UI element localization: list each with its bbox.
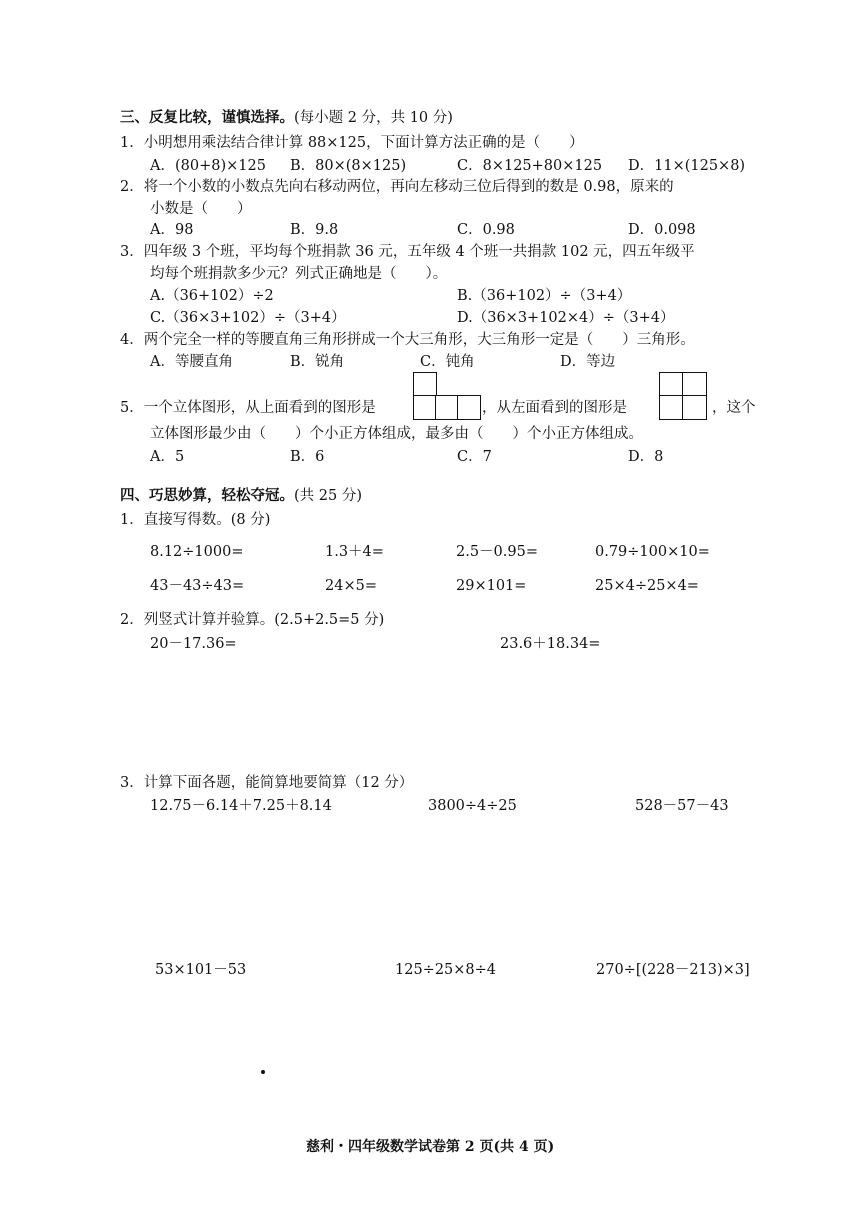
p1-title: 1．直接写得数。(8 分)	[120, 512, 271, 528]
p1-row1-item: 1.3＋4=	[325, 544, 384, 560]
section3-note: (每小题 2 分，共 10 分)	[294, 110, 453, 126]
p2-item: 23.6＋18.34=	[500, 636, 601, 652]
q1-option-c: C．8×125+80×125	[457, 158, 603, 174]
q5-left-view-cell	[682, 372, 707, 397]
q4-option-d: D．等边	[560, 354, 616, 370]
p1-row2-item: 43－43÷43=	[150, 578, 245, 594]
p2-item: 20－17.36=	[150, 636, 237, 652]
q5-option-c: C．7	[457, 449, 492, 465]
page-footer: 慈利・四年级数学试卷第 2 页(共 4 页)	[306, 1139, 555, 1155]
p2-title: 2．列竖式计算并验算。(2.5+2.5=5 分)	[120, 612, 385, 628]
q3-option-b: B.（36+102）÷（3+4）	[457, 288, 632, 304]
section4-note: (共 25 分)	[294, 488, 362, 504]
section3-heading	[120, 108, 453, 128]
q5-top-view-cell	[435, 395, 459, 420]
q3-stem-line1: 3．四年级 3 个班，平均每个班捐款 36 元，五年级 4 个班一共捐款 102 元，四五年级平	[120, 244, 695, 260]
p1-row1-item: 0.79÷100×10=	[595, 544, 710, 560]
ink-speck	[261, 1070, 265, 1074]
q5-left-view-cell	[682, 395, 707, 420]
p3-row2-item: 270÷[(228－213)×3]	[596, 962, 750, 978]
p3-row1-item: 3800÷4÷25	[428, 798, 517, 814]
q5-left-view-cell	[659, 395, 684, 420]
q3-stem-line2: 均每个班捐款多少元？列式正确地是（ ）。	[150, 266, 448, 282]
q3-option-d: D.（36×3+102×4）÷（3+4）	[457, 310, 675, 326]
p1-row2-item: 25×4÷25×4=	[595, 578, 699, 594]
p1-row2-item: 29×101=	[456, 578, 527, 594]
section3-title: 三、反复比较，谨慎选择。	[120, 109, 294, 126]
q5-option-d: D．8	[628, 449, 664, 465]
q3-option-a: A.（36+102）÷2	[150, 288, 274, 304]
section4-title: 四、巧思妙算，轻松夺冠。	[120, 487, 294, 504]
q3-option-c: C.（36×3+102）÷（3+4）	[150, 310, 346, 326]
p3-row1-item: 12.75－6.14＋7.25＋8.14	[150, 798, 332, 814]
q2-option-a: A．98	[150, 222, 194, 238]
q2-option-c: C．0.98	[457, 222, 515, 238]
p3-title: 3．计算下面各题，能简算地要简算（12 分）	[120, 775, 414, 791]
p1-row1-item: 2.5－0.95=	[456, 544, 538, 560]
section4-heading	[120, 486, 362, 506]
q5-option-b: B．6	[290, 449, 325, 465]
q5-option-a: A．5	[150, 449, 185, 465]
q1-option-a: A．(80+8)×125	[150, 158, 266, 174]
q1-stem: 1．小明想用乘法结合律计算 88×125，下面计算方法正确的是（ ）	[120, 135, 584, 151]
q5-stem-part3: ，这个	[712, 400, 756, 416]
p1-row1-item: 8.12÷1000=	[150, 544, 244, 560]
q4-option-a: A．等腰直角	[150, 354, 233, 370]
q1-option-d: D．11×(125×8)	[628, 158, 746, 174]
q2-stem-line2: 小数是（ ）	[150, 201, 252, 217]
q5-top-view-cell	[457, 395, 481, 420]
p3-row1-item: 528－57－43	[635, 798, 729, 814]
q4-stem: 4．两个完全一样的等腰直角三角形拼成一个大三角形，大三角形一定是（ ）三角形。	[120, 332, 695, 348]
q5-top-view-cell	[413, 372, 437, 397]
q2-option-d: D．0.098	[628, 222, 696, 238]
q5-top-view-figure	[413, 372, 483, 420]
q5-left-view-cell	[659, 372, 684, 397]
q4-option-b: B．锐角	[290, 354, 345, 370]
q2-stem-line1: 2．将一个小数的小数点先向右移动两位，再向左移动三位后得到的数是 0.98，原来的	[120, 179, 674, 195]
p3-row2-item: 125÷25×8÷4	[395, 962, 497, 978]
q1-option-b: B．80×(8×125)	[290, 158, 407, 174]
q5-top-view-cell	[413, 395, 437, 420]
q5-stem-line2: 立体图形最少由（ ）个小正方体组成，最多由（ ）个小正方体组成。	[150, 426, 643, 442]
q4-option-c: C．钝角	[420, 354, 475, 370]
q5-stem-part2: ，从左面看到的图形是	[482, 400, 627, 416]
q2-option-b: B．9.8	[290, 222, 339, 238]
p1-row2-item: 24×5=	[325, 578, 377, 594]
q5-left-view-figure	[659, 372, 707, 420]
q5-stem-part1: 5．一个立体图形，从上面看到的图形是	[120, 400, 376, 416]
p3-row2-item: 53×101－53	[155, 962, 247, 978]
